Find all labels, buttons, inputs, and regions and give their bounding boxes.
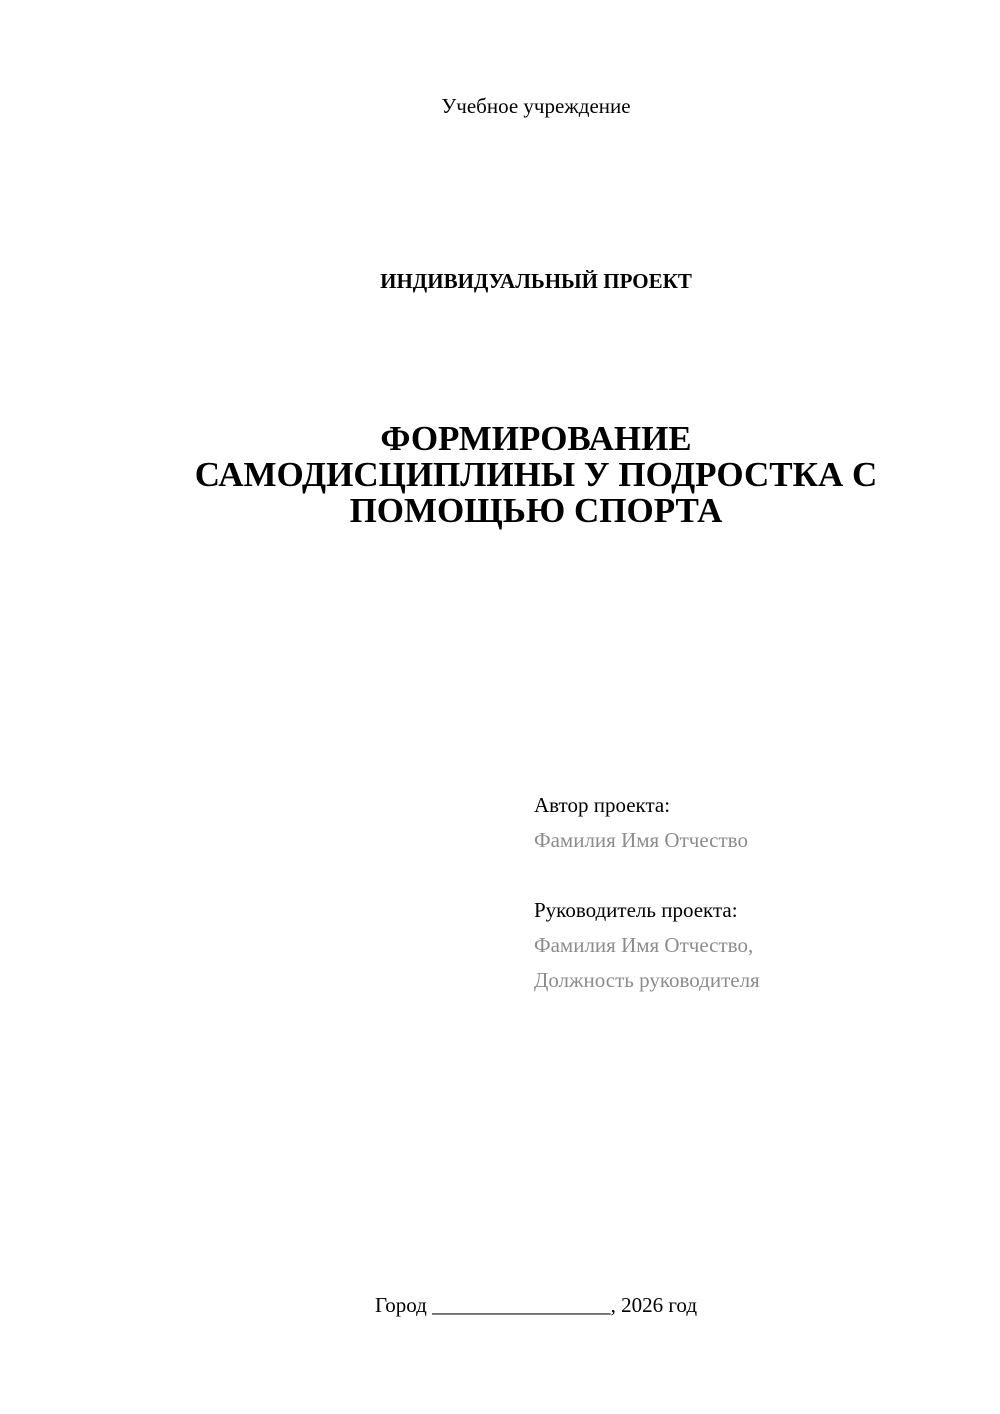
city-year-line [0,1292,1000,1318]
project-title [100,421,972,529]
spacer [534,858,974,893]
supervisor-label: Руководитель проекта: [534,898,738,922]
city-label: Город [374,1293,427,1317]
project-title-line: САМОДИСЦИПЛИНЫ У ПОДРОСТКА С [194,455,878,494]
author-name: Фамилия Имя Отчество [534,828,748,852]
author-label: Автор проекта: [534,793,671,817]
project-type-heading: ИНДИВИДУАЛЬНЫЙ ПРОЕКТ [380,269,692,293]
project-title-line: ФОРМИРОВАНИЕ [380,419,692,458]
year-text: , 2026 год [610,1293,698,1317]
project-info-block [534,788,974,998]
project-title-line: ПОМОЩЬЮ СПОРТА [349,491,723,530]
supervisor-position: Должность руководителя [534,968,760,992]
institution-name: Учебное учреждение [441,94,631,118]
city-blank: _________________ [432,1293,611,1317]
supervisor-name: Фамилия Имя Отчество, [534,933,754,957]
